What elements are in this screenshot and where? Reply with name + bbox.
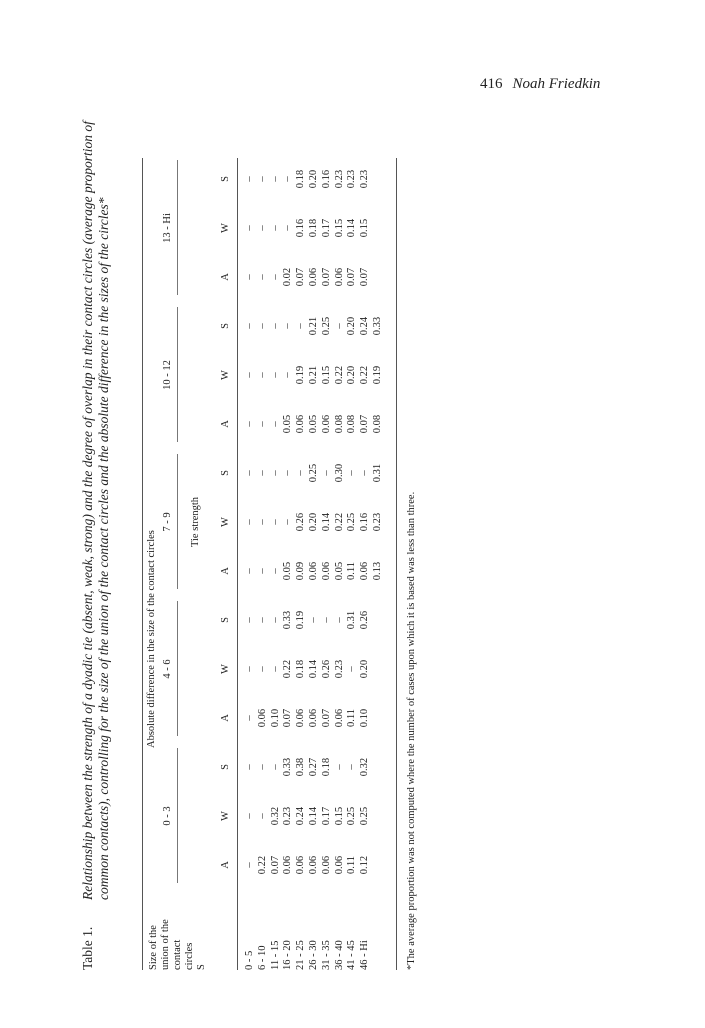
table-cell: 0.22 xyxy=(333,365,345,385)
table-cell: 0.19 xyxy=(372,365,383,385)
table-cell: – xyxy=(256,323,268,329)
row-size-label: 36 - 40 xyxy=(333,940,345,970)
table-cell: – xyxy=(256,764,268,770)
table-cell: 0.30 xyxy=(333,463,345,483)
table-cell: 0.16 xyxy=(320,169,332,189)
table-cell: 0.26 xyxy=(359,610,371,630)
table-cell: 0.06 xyxy=(308,855,319,875)
table-cell: 0.06 xyxy=(295,708,307,728)
table-cell: – xyxy=(244,764,255,770)
table-cell: 0.31 xyxy=(346,610,358,630)
table-cell: 0.31 xyxy=(372,463,383,483)
table-cell: 0.25 xyxy=(308,463,319,483)
table-cell: 0.06 xyxy=(295,855,307,875)
stub-header-line: circles xyxy=(184,942,195,970)
table-cell: 0.22 xyxy=(359,365,371,385)
table-cell: – xyxy=(244,519,255,525)
table-cell: – xyxy=(269,176,281,182)
table-cell: 0.22 xyxy=(333,512,345,532)
table-cell: 0.23 xyxy=(333,169,345,189)
table-cell: – xyxy=(269,519,281,525)
table-cell: 0.20 xyxy=(308,169,319,189)
table-cell: 0.32 xyxy=(359,757,371,777)
table-cell: – xyxy=(269,666,281,672)
stub-header-line: contact xyxy=(172,939,183,970)
rotated-table xyxy=(80,80,425,970)
table-cell: 0.08 xyxy=(372,414,383,434)
table-cell: 0.12 xyxy=(359,855,371,875)
table-cell: 0.11 xyxy=(346,709,358,727)
table-footnote: *The average proportion was not computed where the number of cases upon which it is based was less than three. xyxy=(406,491,417,970)
table-cell: – xyxy=(256,274,268,280)
table-cell: 0.06 xyxy=(295,414,307,434)
spanner-heading: Absolute difference in the size of the contact circles xyxy=(146,530,157,748)
table-cell: 0.19 xyxy=(295,610,307,630)
table-cell: 0.17 xyxy=(320,218,332,238)
subcolumn-heading: W xyxy=(220,811,231,821)
table-cell: – xyxy=(244,568,255,574)
running-head xyxy=(480,76,600,93)
table-cell: 0.06 xyxy=(320,855,332,875)
subcolumn-heading: W xyxy=(220,664,231,674)
table-cell: – xyxy=(244,225,255,231)
row-size-label: 41 - 45 xyxy=(346,940,358,970)
table-cell: 0.21 xyxy=(308,316,319,336)
table-cell: – xyxy=(256,813,268,819)
table-cell: 0.24 xyxy=(295,806,307,826)
table-cell: 0.26 xyxy=(320,659,332,679)
table-cell: 0.05 xyxy=(308,414,319,434)
subcolumn-heading: S xyxy=(220,323,231,329)
table-cell: 0.18 xyxy=(295,659,307,679)
table-cell: – xyxy=(269,274,281,280)
table-cell: – xyxy=(269,225,281,231)
subcolumn-heading: W xyxy=(220,517,231,527)
table-cell: 0.07 xyxy=(359,267,371,287)
row-size-label: 46 - Hi xyxy=(359,940,371,970)
table-label: Table 1. xyxy=(80,926,95,970)
subcolumn-heading: A xyxy=(220,420,231,428)
table-cell: – xyxy=(282,323,294,329)
table-cell: 0.21 xyxy=(308,365,319,385)
table-cell: 0.07 xyxy=(282,708,294,728)
row-size-label: 26 - 30 xyxy=(308,940,319,970)
subcolumn-heading: S xyxy=(220,617,231,623)
table-cell: 0.17 xyxy=(320,806,332,826)
table-cell: – xyxy=(282,225,294,231)
table-cell: 0.24 xyxy=(359,316,371,336)
table-cell: – xyxy=(333,764,345,770)
table-cell: – xyxy=(282,470,294,476)
table-cell: 0.14 xyxy=(308,806,319,826)
table-cell: 0.02 xyxy=(282,267,294,287)
subcolumn-heading: S xyxy=(220,176,231,182)
table-cell: 0.08 xyxy=(333,414,345,434)
table-cell: 0.06 xyxy=(333,708,345,728)
table-cell: 0.06 xyxy=(308,267,319,287)
table-cell: 0.10 xyxy=(269,708,281,728)
table-cell: 0.06 xyxy=(320,414,332,434)
subcolumn-heading: S xyxy=(220,470,231,476)
subcolumn-heading: S xyxy=(220,764,231,770)
table-cell: 0.07 xyxy=(359,414,371,434)
table-cell: 0.07 xyxy=(346,267,358,287)
table-cell: 0.22 xyxy=(282,659,294,679)
table-cell: 0.32 xyxy=(269,806,281,826)
group-heading: 0 - 3 xyxy=(162,806,173,826)
table-cell: – xyxy=(346,666,358,672)
table-cell: – xyxy=(256,568,268,574)
table-cell: 0.10 xyxy=(359,708,371,728)
table-cell: 0.16 xyxy=(295,218,307,238)
table-cell: – xyxy=(269,470,281,476)
row-size-label: 16 - 20 xyxy=(282,940,294,970)
table-cell: 0.18 xyxy=(320,757,332,777)
table-cell: 0.23 xyxy=(372,512,383,532)
table-cell: – xyxy=(269,568,281,574)
table-cell: – xyxy=(244,470,255,476)
table-cell: 0.07 xyxy=(320,267,332,287)
table-cell: 0.20 xyxy=(359,659,371,679)
table-cell: – xyxy=(346,764,358,770)
table-cell: 0.23 xyxy=(346,169,358,189)
table-cell: – xyxy=(244,862,255,868)
table-cell: 0.14 xyxy=(308,659,319,679)
table-cell: 0.15 xyxy=(333,218,345,238)
table-cell: 0.07 xyxy=(320,708,332,728)
table-cell: – xyxy=(244,274,255,280)
row-size-label: 6 - 10 xyxy=(256,945,268,970)
table-cell: 0.07 xyxy=(269,855,281,875)
table-cell: 0.05 xyxy=(282,561,294,581)
table-cell: – xyxy=(269,372,281,378)
table-cell: – xyxy=(244,372,255,378)
table-cell: 0.09 xyxy=(295,561,307,581)
group-underline xyxy=(177,160,178,295)
table-cell: 0.05 xyxy=(333,561,345,581)
table-cell: 0.25 xyxy=(320,316,332,336)
row-size-label: 31 - 35 xyxy=(320,940,332,970)
table-cell: – xyxy=(269,617,281,623)
table-cell: – xyxy=(244,666,255,672)
group-underline xyxy=(177,748,178,883)
table-cell: 0.26 xyxy=(295,512,307,532)
table-cell: – xyxy=(295,323,307,329)
group-heading: 7 - 9 xyxy=(162,512,173,532)
table-cell: – xyxy=(244,813,255,819)
table-cell: 0.15 xyxy=(333,806,345,826)
table-cell: – xyxy=(282,519,294,525)
table-cell: – xyxy=(244,715,255,721)
table-cell: 0.20 xyxy=(346,365,358,385)
table-cell: 0.20 xyxy=(308,512,319,532)
group-underline xyxy=(177,307,178,442)
table-cell: 0.07 xyxy=(295,267,307,287)
table-cell: – xyxy=(333,323,345,329)
table-cell: 0.15 xyxy=(320,365,332,385)
table-cell: – xyxy=(244,617,255,623)
table-cell: 0.06 xyxy=(359,561,371,581)
table-cell: – xyxy=(269,323,281,329)
table-cell: – xyxy=(256,666,268,672)
table-cell: 0.38 xyxy=(295,757,307,777)
table-cell: 0.08 xyxy=(346,414,358,434)
table-cell: 0.05 xyxy=(282,414,294,434)
table-cell: 0.14 xyxy=(346,218,358,238)
group-underline xyxy=(177,601,178,736)
table-cell: 0.16 xyxy=(359,512,371,532)
stub-header-line: union of the xyxy=(160,919,171,970)
table-cell: 0.06 xyxy=(308,708,319,728)
table-cell: 0.27 xyxy=(308,757,319,777)
table-cell: – xyxy=(282,372,294,378)
table-cell: 0.23 xyxy=(333,659,345,679)
table-cell: 0.20 xyxy=(346,316,358,336)
subcolumn-heading: A xyxy=(220,861,231,869)
table-cell: – xyxy=(269,421,281,427)
table-cell: 0.15 xyxy=(359,218,371,238)
table-cell: – xyxy=(346,470,358,476)
group-heading: 10 - 12 xyxy=(162,360,173,390)
stub-header-line: Size of the xyxy=(148,925,159,970)
table-cell: – xyxy=(320,617,332,623)
table-cell: – xyxy=(256,176,268,182)
row-size-label: 21 - 25 xyxy=(295,940,307,970)
table-cell: 0.18 xyxy=(308,218,319,238)
table-cell: – xyxy=(308,617,319,623)
running-head-author: Noah Friedkin xyxy=(512,76,601,92)
table-cell: 0.06 xyxy=(333,855,345,875)
table-cell: 0.14 xyxy=(320,512,332,532)
table-cell: – xyxy=(320,470,332,476)
top-rule xyxy=(142,158,143,970)
table-cell: 0.25 xyxy=(346,806,358,826)
subcolumn-heading: W xyxy=(220,370,231,380)
group-underline xyxy=(177,454,178,589)
table-cell: 0.11 xyxy=(346,562,358,580)
table-cell: – xyxy=(244,323,255,329)
table-caption-text: Relationship between the strength of a dyadic tie (absent, weak, strong) and the degree of overlap in their contact circles (average proportion of common contacts), controlling for the size of the union of the contact circles and the absolute difference in the sizes of the circles* xyxy=(80,121,111,900)
subcolumn-heading: W xyxy=(220,223,231,233)
table-cell: 0.06 xyxy=(256,708,268,728)
table-cell: 0.25 xyxy=(359,806,371,826)
table-cell: – xyxy=(256,421,268,427)
stub-header-line: S xyxy=(196,964,207,970)
page-number: 416 xyxy=(480,76,503,92)
table-cell: – xyxy=(256,617,268,623)
header-rule xyxy=(237,158,238,970)
table-cell: 0.06 xyxy=(282,855,294,875)
table-cell: 0.19 xyxy=(295,365,307,385)
table-cell: – xyxy=(256,225,268,231)
table-cell: 0.33 xyxy=(282,757,294,777)
table-cell: – xyxy=(282,176,294,182)
tie-strength-heading: Tie strength xyxy=(190,496,201,548)
table-cell: 0.06 xyxy=(308,561,319,581)
table-cell: 0.06 xyxy=(320,561,332,581)
group-heading: 13 - Hi xyxy=(162,213,173,243)
table-cell: 0.11 xyxy=(346,856,358,874)
row-size-label: 0 - 5 xyxy=(244,950,255,970)
table-cell: 0.06 xyxy=(333,267,345,287)
table-cell: 0.25 xyxy=(346,512,358,532)
bottom-rule xyxy=(396,158,397,970)
subcolumn-heading: A xyxy=(220,567,231,575)
table-cell: – xyxy=(269,764,281,770)
table-cell: – xyxy=(295,470,307,476)
table-cell: 0.13 xyxy=(372,561,383,581)
table-cell: – xyxy=(256,470,268,476)
subcolumn-heading: A xyxy=(220,273,231,281)
table-cell: – xyxy=(359,470,371,476)
table-cell: 0.33 xyxy=(372,316,383,336)
table-cell: 0.22 xyxy=(256,855,268,875)
table-cell: 0.33 xyxy=(282,610,294,630)
group-heading: 4 - 6 xyxy=(162,659,173,679)
subcolumn-heading: A xyxy=(220,714,231,722)
table-cell: 0.23 xyxy=(282,806,294,826)
row-size-label: 11 - 15 xyxy=(269,940,281,970)
table-cell: – xyxy=(244,176,255,182)
table-cell: – xyxy=(256,372,268,378)
table-cell: – xyxy=(333,617,345,623)
table-cell: – xyxy=(244,421,255,427)
table-cell: 0.18 xyxy=(295,169,307,189)
table-cell: – xyxy=(256,519,268,525)
table-cell: 0.23 xyxy=(359,169,371,189)
